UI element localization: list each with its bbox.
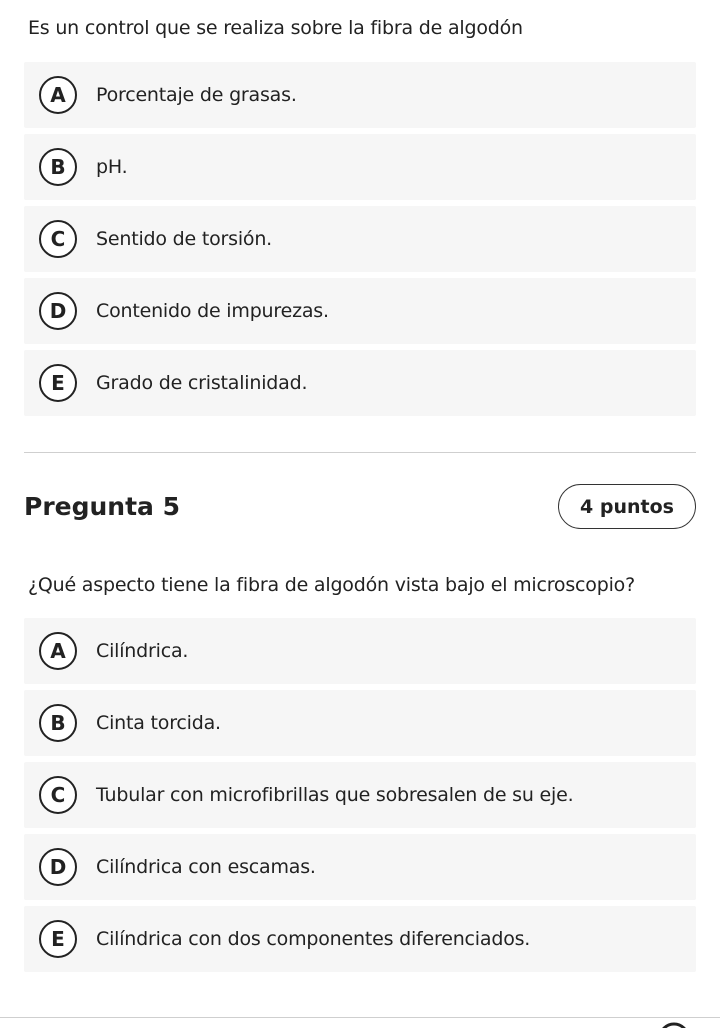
option-letter-badge: B [39,148,77,186]
question-5-options [24,618,696,978]
question-divider [24,452,696,453]
question-4-option-d[interactable] [24,278,696,344]
question-4-option-a[interactable] [24,62,696,128]
option-text: Grado de cristalinidad. [96,372,308,394]
option-text: Cilíndrica con dos componentes diferenciados. [96,928,531,950]
question-4-option-c[interactable] [24,206,696,272]
question-4-option-e[interactable] [24,350,696,416]
option-letter-badge: A [39,76,77,114]
option-letter-badge: D [39,848,77,886]
page-bottom-divider [0,1017,720,1018]
question-5-option-a[interactable] [24,618,696,684]
question-4-options [24,62,696,422]
option-text: Porcentaje de grasas. [96,84,297,106]
partial-circle-icon [656,1016,696,1028]
question-5-text: ¿Qué aspecto tiene la fibra de algodón vista bajo el microscopio? [28,574,635,596]
option-letter-badge: B [39,704,77,742]
option-letter-badge: E [39,920,77,958]
question-5-option-c[interactable] [24,762,696,828]
option-text: pH. [96,156,128,178]
option-text: Tubular con microfibrillas que sobresalen de su eje. [96,784,574,806]
option-letter-badge: C [39,776,77,814]
option-text: Contenido de impurezas. [96,300,329,322]
option-letter-badge: D [39,292,77,330]
option-letter-badge: A [39,632,77,670]
question-5-option-d[interactable] [24,834,696,900]
question-5-title: Pregunta 5 [24,492,181,521]
question-5-option-e[interactable] [24,906,696,972]
option-text: Sentido de torsión. [96,228,273,250]
question-5-option-b[interactable] [24,690,696,756]
option-letter-badge: E [39,364,77,402]
question-4-text: Es un control que se realiza sobre la fibra de algodón [28,17,523,39]
points-badge: 4 puntos [558,484,696,529]
option-text: Cilíndrica. [96,640,189,662]
question-4-option-b[interactable] [24,134,696,200]
option-text: Cinta torcida. [96,712,221,734]
option-text: Cilíndrica con escamas. [96,856,316,878]
option-letter-badge: C [39,220,77,258]
